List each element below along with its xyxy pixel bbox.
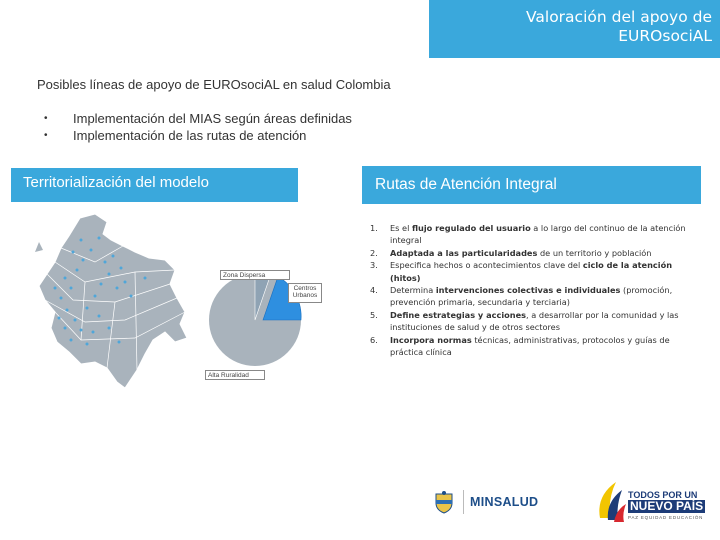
colombia-map-icon (25, 212, 200, 394)
subtitle: Posibles líneas de apoyo de EUROsociAL en salud Colombia (37, 77, 391, 92)
rutas-list-item (370, 334, 705, 359)
bullet-item (44, 127, 352, 144)
minsalud-text: MINSALUD (470, 495, 539, 509)
title-banner (429, 0, 720, 58)
territorializacion-heading: Territorialización del modelo (11, 168, 298, 202)
rutas-item-text: técnicas, administrativas, protocolos y guías de práctica clínica (390, 334, 670, 358)
bullet-text: Implementación de las rutas de atención (73, 128, 307, 143)
rutas-item-bold-text: intervenciones colectivas e individuales (435, 285, 621, 296)
rutas-item-number: 6. (370, 334, 378, 345)
coat-of-arms-icon (433, 490, 455, 514)
pais-line-1: TODOS POR UN (628, 490, 698, 500)
rutas-item-bold-text: flujo regulado del usuario (411, 223, 531, 233)
rutas-item-number: 1. (370, 223, 378, 233)
bullet-dot-icon: • (44, 130, 48, 141)
rutas-item-bold-text: Adaptada a las particularidades (390, 247, 538, 258)
minsalud-logo (433, 484, 585, 520)
bullet-list (44, 110, 352, 144)
rutas-list-item (370, 247, 705, 259)
pais-swirl-icon (594, 478, 628, 526)
rutas-item-text: (promoción, prevención primaria, secundaria y terciaria) (390, 285, 673, 308)
rutas-item-bold-text: Incorpora normas (390, 334, 472, 345)
title-line-1: Valoración del apoyo de (525, 8, 712, 26)
rutas-item-text: Especifica hechos o acontecimientos clave del (390, 260, 583, 271)
rutas-heading: Rutas de Atención Integral (362, 166, 701, 204)
bullet-dot-icon: • (44, 113, 48, 124)
rutas-list-item (370, 259, 705, 284)
rutas-item-bold-text: ciclo de la atención (hitos) (390, 260, 673, 283)
bullet-item (44, 110, 352, 127)
pais-line-3: PAZ EQUIDAD EDUCACIÓN (628, 515, 704, 520)
rutas-item-text: de un territorio y población (537, 247, 652, 258)
pie-label-centros-urbanos: Centros Urbanos (288, 283, 322, 303)
todos-por-un-nuevo-pais-logo (594, 476, 714, 526)
rutas-item-number: 4. (370, 285, 378, 296)
title-line-2: EUROsociAL (618, 27, 712, 45)
pie-label-zona-dispersa: Zona Dispersa (220, 270, 290, 280)
rutas-list (370, 222, 705, 358)
rutas-item-text: a lo largo del continuo de la atención integral (390, 223, 686, 246)
rutas-item-text: Es el (390, 223, 412, 233)
rutas-item-number: 2. (370, 247, 378, 258)
rutas-item-text: , a desarrollar por la comunidad y las instituciones de salud y de otros sectores (390, 309, 679, 333)
rutas-list-item (370, 309, 705, 334)
logo-divider (463, 490, 464, 514)
rutas-item-bold-text: Define estrategias y acciones (390, 309, 527, 320)
rutas-item-number: 5. (370, 309, 378, 320)
pie-label-alta-ruralidad: Alta Ruralidad (205, 370, 265, 380)
rutas-item-text: Determina (390, 285, 436, 296)
rutas-item-number: 3. (370, 260, 378, 271)
rutas-list-item (370, 284, 705, 309)
rutas-list-item (370, 222, 705, 247)
pais-line-2: NUEVO PAÍS (630, 499, 704, 513)
bullet-text: Implementación del MIAS según áreas definidas (73, 111, 352, 126)
